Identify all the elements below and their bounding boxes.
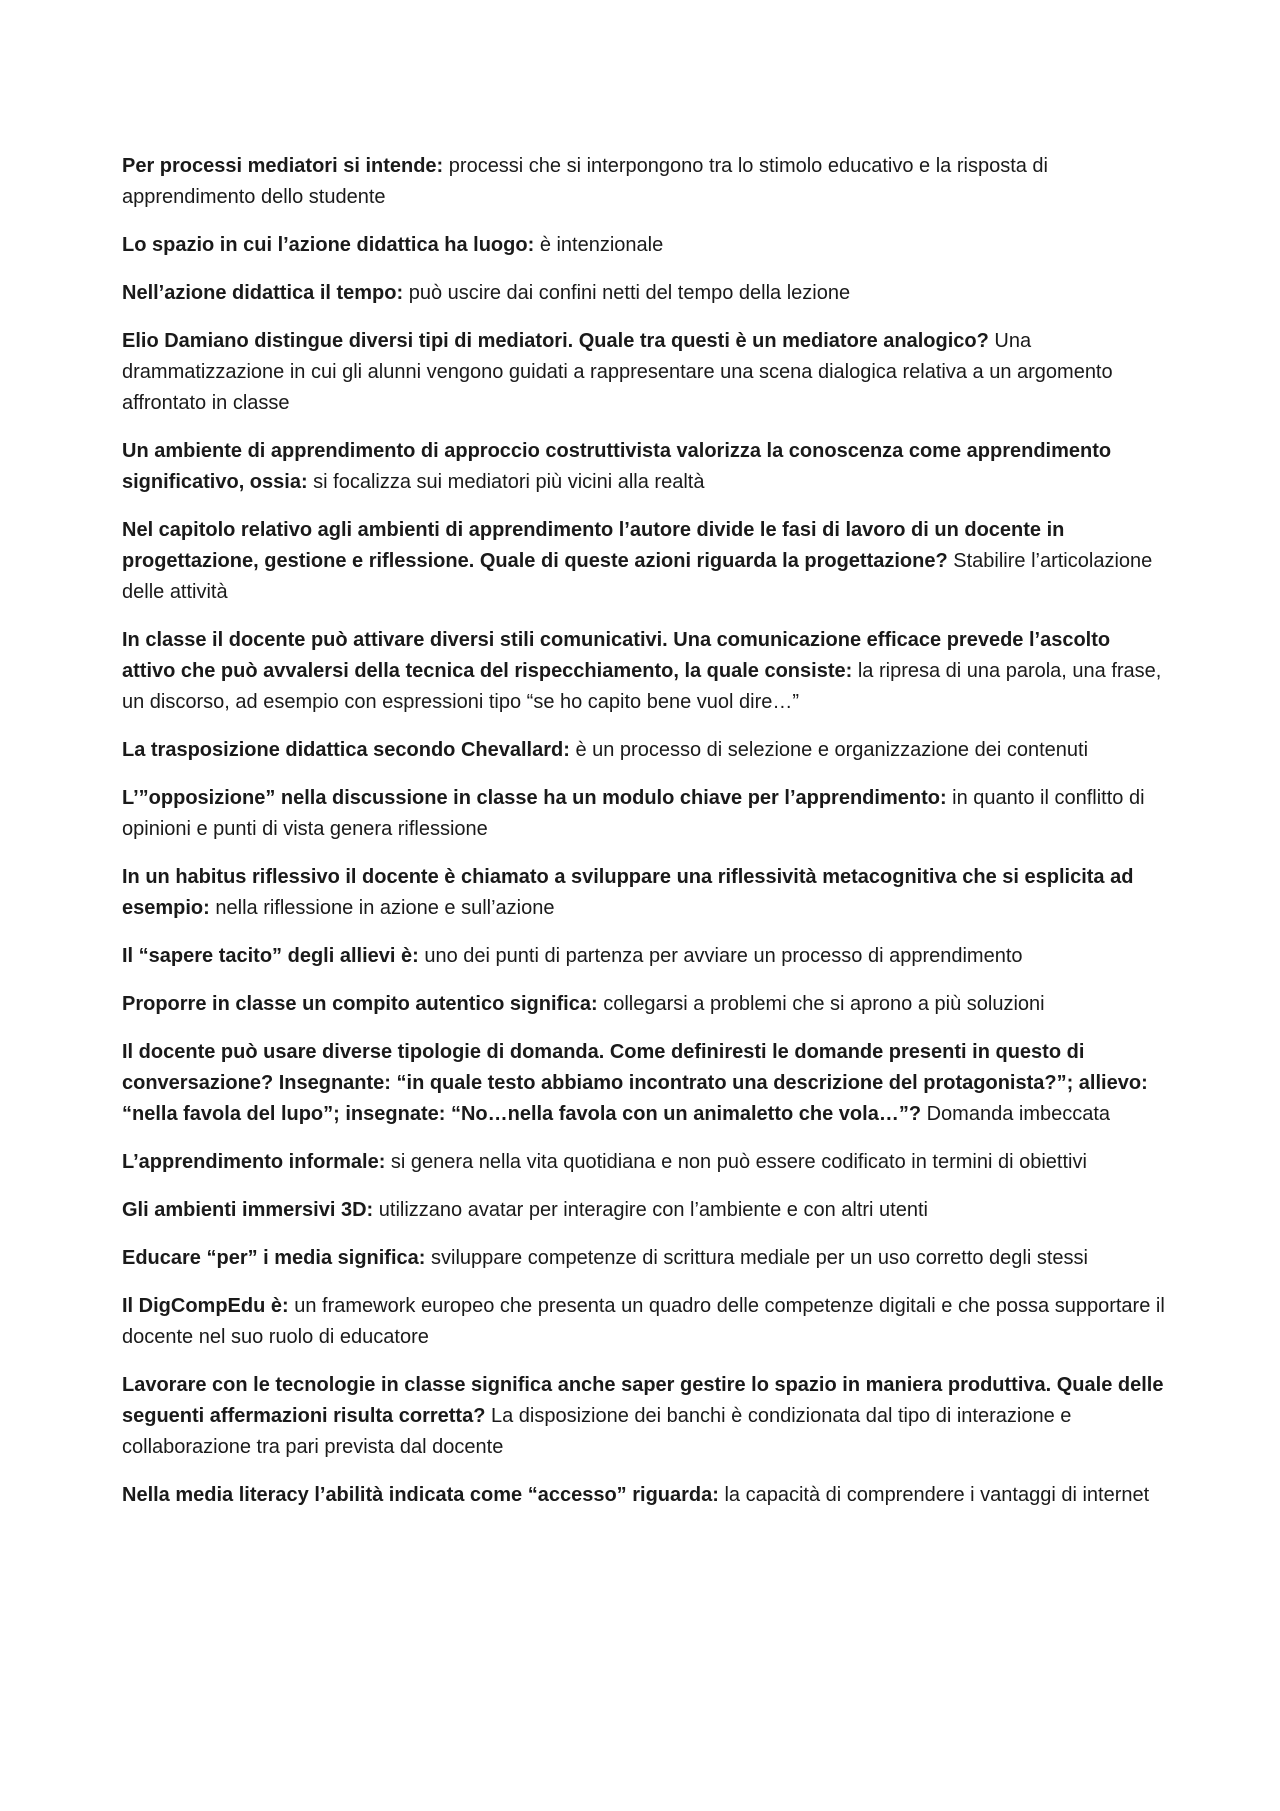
- qa-item: [122, 862, 1167, 924]
- question-text: In un habitus riflessivo il docente è chiamato a sviluppare una riflessività metacognitiva che si esplicita ad esempio:: [122, 866, 1134, 919]
- question-text: L’apprendimento informale:: [122, 1151, 386, 1173]
- question-text: La trasposizione didattica secondo Chevallard:: [122, 739, 570, 761]
- question-text: Per processi mediatori si intende:: [122, 155, 444, 177]
- question-text: Lavorare con le tecnologie in classe significa anche saper gestire lo spazio in maniera produttiva. Quale delle seguenti affermazioni risulta corretta?: [122, 1374, 1164, 1427]
- qa-item: [122, 326, 1167, 419]
- question-text: Nell’azione didattica il tempo:: [122, 282, 404, 304]
- question-text: Il “sapere tacito” degli allievi è:: [122, 945, 419, 967]
- answer-text: in quanto il conflitto di opinioni e punti di vista genera riflessione: [122, 787, 1145, 840]
- answer-text: è intenzionale: [539, 234, 664, 256]
- qa-item: [122, 941, 1167, 972]
- qa-item: [122, 230, 1167, 261]
- answer-text: la ripresa di una parola, una frase, un discorso, ad esempio con espressioni tipo “se ho capito bene vuol dire…”: [122, 660, 1162, 713]
- qa-item: [122, 735, 1167, 766]
- question-text: Gli ambienti immersivi 3D:: [122, 1199, 374, 1221]
- question-text: Educare “per” i media significa:: [122, 1247, 426, 1269]
- question-text: Proporre in classe un compito autentico significa:: [122, 993, 598, 1015]
- answer-text: si focalizza sui mediatori più vicini alla realtà: [313, 471, 705, 493]
- qa-item: [122, 783, 1167, 845]
- document-page: [122, 151, 1167, 1528]
- answer-text: collegarsi a problemi che si aprono a più soluzioni: [603, 993, 1045, 1015]
- qa-item: [122, 151, 1167, 213]
- answer-text: un framework europeo che presenta un quadro delle competenze digitali e che possa supportare il docente nel suo ruolo di educatore: [122, 1295, 1165, 1348]
- answer-text: si genera nella vita quotidiana e non può essere codificato in termini di obiettivi: [390, 1151, 1087, 1173]
- qa-item: [122, 1370, 1167, 1463]
- answer-text: utilizzano avatar per interagire con l’ambiente e con altri utenti: [378, 1199, 928, 1221]
- question-text: Il docente può usare diverse tipologie di domanda. Come definiresti le domande presenti in questo di conversazione? Insegnante: “in quale testo abbiamo incontrato una descrizione del protagonista?”; allievo: “nella favola del lupo”; insegnate: “No…nella favola con un animaletto che vola…”?: [122, 1041, 1148, 1125]
- qa-item: [122, 436, 1167, 498]
- question-text: Elio Damiano distingue diversi tipi di mediatori. Quale tra questi è un mediatore analogico?: [122, 330, 989, 352]
- question-text: Un ambiente di apprendimento di approccio costruttivista valorizza la conoscenza come apprendimento significativo, ossia:: [122, 440, 1112, 493]
- answer-text: processi che si interpongono tra lo stimolo educativo e la risposta di apprendimento dello studente: [122, 155, 1048, 208]
- answer-text: La disposizione dei banchi è condizionata dal tipo di interazione e collaborazione tra pari prevista dal docente: [122, 1405, 1072, 1458]
- qa-item: [122, 1037, 1167, 1130]
- question-text: Il DigCompEdu è:: [122, 1295, 289, 1317]
- qa-item: [122, 278, 1167, 309]
- question-text: Nella media literacy l’abilità indicata come “accesso” riguarda:: [122, 1484, 719, 1506]
- answer-text: nella riflessione in azione e sull’azione: [215, 897, 555, 919]
- answer-text: Una drammatizzazione in cui gli alunni vengono guidati a rappresentare una scena dialogica relativa a un argomento affrontato in classe: [122, 330, 1113, 414]
- answer-text: sviluppare competenze di scrittura mediale per un uso corretto degli stessi: [431, 1247, 1088, 1269]
- qa-item: [122, 1243, 1167, 1274]
- answer-text: Stabilire l’articolazione delle attività: [122, 550, 1153, 603]
- question-text: In classe il docente può attivare diversi stili comunicativi. Una comunicazione efficace prevede l’ascolto attivo che può avvalersi della tecnica del rispecchiamento, la quale consiste:: [122, 629, 1111, 682]
- answer-text: è un processo di selezione e organizzazione dei contenuti: [575, 739, 1089, 761]
- question-text: L’”opposizione” nella discussione in classe ha un modulo chiave per l’apprendimento:: [122, 787, 947, 809]
- qa-item: [122, 1291, 1167, 1353]
- answer-text: Domanda imbeccata: [926, 1103, 1111, 1125]
- qa-item: [122, 1147, 1167, 1178]
- qa-item: [122, 1480, 1167, 1511]
- answer-text: può uscire dai confini netti del tempo della lezione: [408, 282, 851, 304]
- qa-item: [122, 515, 1167, 608]
- question-text: Nel capitolo relativo agli ambienti di apprendimento l’autore divide le fasi di lavoro di un docente in progettazione, gestione e riflessione. Quale di queste azioni riguarda la progettazione?: [122, 519, 1065, 572]
- question-text: Lo spazio in cui l’azione didattica ha luogo:: [122, 234, 535, 256]
- qa-item: [122, 1195, 1167, 1226]
- answer-text: la capacità di comprendere i vantaggi di internet: [724, 1484, 1150, 1506]
- qa-item: [122, 989, 1167, 1020]
- qa-item: [122, 625, 1167, 718]
- answer-text: uno dei punti di partenza per avviare un processo di apprendimento: [424, 945, 1023, 967]
